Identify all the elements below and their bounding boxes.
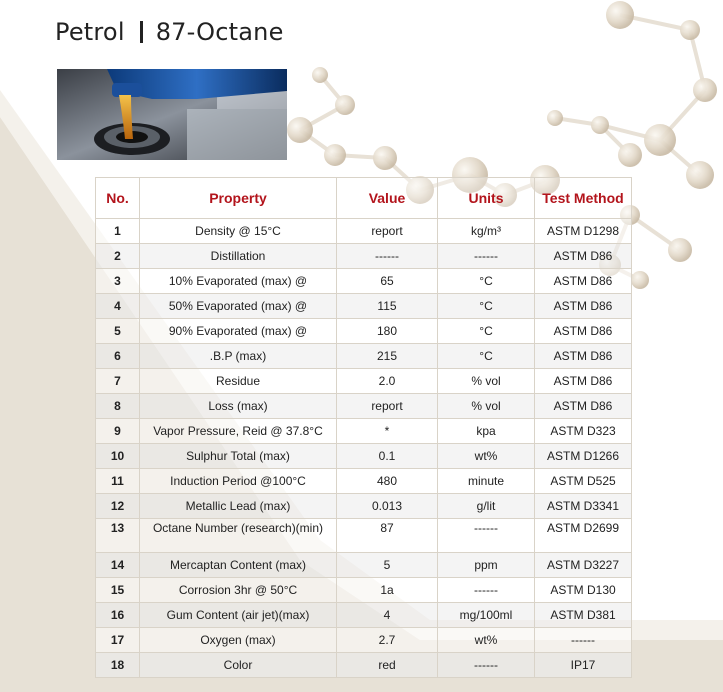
cell-property: 10% Evaporated (max) @ [140, 269, 337, 294]
cell-property: Mercaptan Content (max) [140, 553, 337, 578]
cell-units: ppm [438, 553, 535, 578]
cell-units: mg/100ml [438, 603, 535, 628]
cell-value: 2.7 [337, 628, 438, 653]
cell-units: ------ [438, 578, 535, 603]
cell-no: 12 [96, 494, 140, 519]
header-property: Property [140, 178, 337, 219]
table-row [96, 494, 632, 519]
cell-test-method: ASTM D86 [535, 319, 632, 344]
cell-no: 7 [96, 369, 140, 394]
cell-no: 1 [96, 219, 140, 244]
cell-test-method: ASTM D525 [535, 469, 632, 494]
cell-no: 15 [96, 578, 140, 603]
title-separator [140, 21, 143, 43]
table-row [96, 369, 632, 394]
cell-value: ------ [337, 244, 438, 269]
cell-test-method: ASTM D86 [535, 344, 632, 369]
table-row [96, 244, 632, 269]
cell-test-method: ASTM D86 [535, 269, 632, 294]
product-name: Petrol [55, 18, 125, 46]
cell-value: 4 [337, 603, 438, 628]
cell-value: 180 [337, 319, 438, 344]
cell-property: Induction Period @100°C [140, 469, 337, 494]
cell-units: % vol [438, 394, 535, 419]
cell-property: .B.P (max) [140, 344, 337, 369]
table-row [96, 394, 632, 419]
cell-no: 13 [96, 519, 140, 553]
cell-property: 90% Evaporated (max) @ [140, 319, 337, 344]
header-test-method: Test Method [535, 178, 632, 219]
cell-value: * [337, 419, 438, 444]
cell-units: ------ [438, 519, 535, 553]
cell-value: 0.1 [337, 444, 438, 469]
table-row [96, 469, 632, 494]
cell-property: Color [140, 653, 337, 678]
cell-value: 87 [337, 519, 438, 553]
cell-test-method: ASTM D2699 [535, 519, 632, 553]
cell-property: 50% Evaporated (max) @ [140, 294, 337, 319]
cell-no: 3 [96, 269, 140, 294]
page-title [55, 18, 284, 46]
cell-value: red [337, 653, 438, 678]
cell-value: 2.0 [337, 369, 438, 394]
cell-test-method: ASTM D86 [535, 394, 632, 419]
cell-test-method: ASTM D3227 [535, 553, 632, 578]
header-units: Units [438, 178, 535, 219]
cell-test-method: ASTM D1298 [535, 219, 632, 244]
cell-value: 5 [337, 553, 438, 578]
table-row [96, 603, 632, 628]
cell-no: 17 [96, 628, 140, 653]
cell-no: 16 [96, 603, 140, 628]
cell-units: °C [438, 269, 535, 294]
cell-property: Gum Content (air jet)(max) [140, 603, 337, 628]
cell-test-method: ASTM D86 [535, 244, 632, 269]
cell-value: 215 [337, 344, 438, 369]
cell-units: g/lit [438, 494, 535, 519]
cell-units: °C [438, 344, 535, 369]
cell-value: 0.013 [337, 494, 438, 519]
cell-property: Distillation [140, 244, 337, 269]
table-row [96, 628, 632, 653]
cell-units: kg/m³ [438, 219, 535, 244]
cell-property: Residue [140, 369, 337, 394]
cell-test-method: ------ [535, 628, 632, 653]
cell-no: 6 [96, 344, 140, 369]
cell-test-method: IP17 [535, 653, 632, 678]
table-row [96, 519, 632, 553]
cell-no: 18 [96, 653, 140, 678]
table-row [96, 219, 632, 244]
cell-no: 9 [96, 419, 140, 444]
table-row [96, 269, 632, 294]
cell-test-method: ASTM D323 [535, 419, 632, 444]
cell-property: Metallic Lead (max) [140, 494, 337, 519]
table-row [96, 419, 632, 444]
table-row [96, 578, 632, 603]
cell-property: Vapor Pressure, Reid @ 37.8°C [140, 419, 337, 444]
specification-table-container [95, 177, 631, 678]
cell-property: Loss (max) [140, 394, 337, 419]
cell-property: Density @ 15°C [140, 219, 337, 244]
cell-no: 4 [96, 294, 140, 319]
table-row [96, 294, 632, 319]
table-row [96, 319, 632, 344]
cell-property: Corrosion 3hr @ 50°C [140, 578, 337, 603]
cell-no: 5 [96, 319, 140, 344]
table-row [96, 344, 632, 369]
cell-property: Sulphur Total (max) [140, 444, 337, 469]
cell-units: wt% [438, 444, 535, 469]
cell-property: Octane Number (research)(min) [140, 519, 337, 553]
cell-units: wt% [438, 628, 535, 653]
cell-value: report [337, 394, 438, 419]
cell-no: 14 [96, 553, 140, 578]
oil-pour-photo [57, 69, 287, 160]
cell-test-method: ASTM D86 [535, 369, 632, 394]
table-header-row [96, 178, 632, 219]
grade-name: 87-Octane [155, 18, 284, 46]
cell-test-method: ASTM D381 [535, 603, 632, 628]
cell-no: 10 [96, 444, 140, 469]
table-row [96, 553, 632, 578]
cell-units: ------ [438, 653, 535, 678]
cell-test-method: ASTM D130 [535, 578, 632, 603]
cell-test-method: ASTM D1266 [535, 444, 632, 469]
cell-property: Oxygen (max) [140, 628, 337, 653]
cell-no: 8 [96, 394, 140, 419]
cell-units: kpa [438, 419, 535, 444]
table-row [96, 653, 632, 678]
table-row [96, 444, 632, 469]
header-value: Value [337, 178, 438, 219]
cell-units: % vol [438, 369, 535, 394]
cell-units: minute [438, 469, 535, 494]
cell-units: °C [438, 294, 535, 319]
cell-no: 11 [96, 469, 140, 494]
cell-value: 480 [337, 469, 438, 494]
cell-units: ------ [438, 244, 535, 269]
header-no: No. [96, 178, 140, 219]
cell-test-method: ASTM D86 [535, 294, 632, 319]
cell-no: 2 [96, 244, 140, 269]
cell-value: 1a [337, 578, 438, 603]
cell-test-method: ASTM D3341 [535, 494, 632, 519]
cell-value: 115 [337, 294, 438, 319]
cell-value: report [337, 219, 438, 244]
cell-value: 65 [337, 269, 438, 294]
cell-units: °C [438, 319, 535, 344]
specification-table [95, 177, 632, 678]
